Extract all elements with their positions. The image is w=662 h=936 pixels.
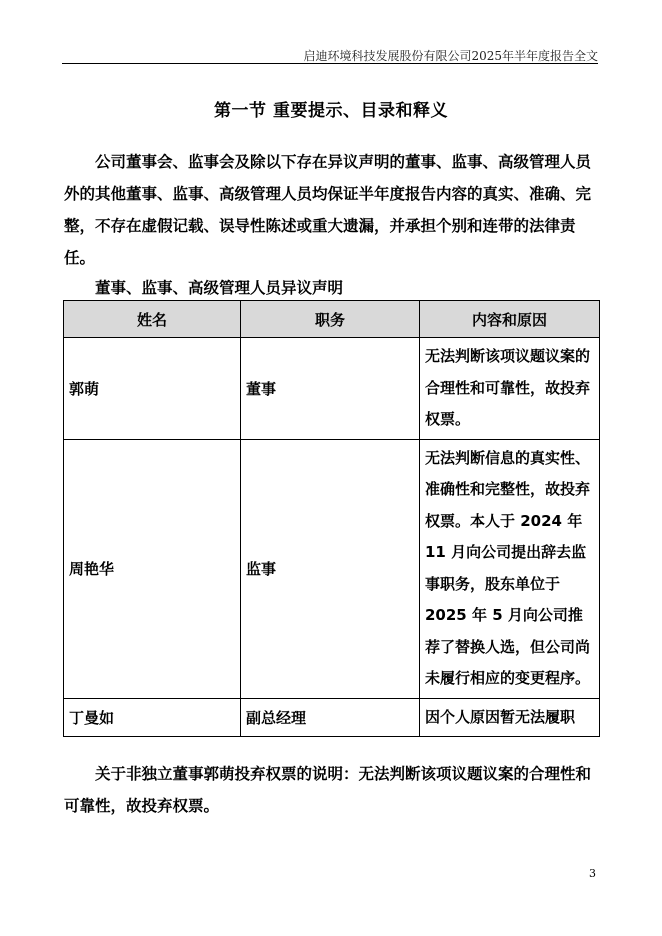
header-reason: 内容和原因 bbox=[420, 301, 600, 338]
running-header: 启迪环境科技发展股份有限公司2025年半年度报告全文 bbox=[303, 49, 598, 63]
intro-paragraph: 公司董事会、监事会及除以下存在异议声明的董事、监事、高级管理人员外的其他董事、监事、高级管理人员均保证半年度报告内容的真实、准确、完整，不存在虚假记载、误导性陈述或重大遗漏，并承担个别和连带的法律责任。 bbox=[64, 153, 592, 267]
header-rule bbox=[62, 63, 598, 64]
table-row bbox=[64, 439, 600, 698]
row-reason: 无法判断信息的真实性、准确性和完整性，故投弃权票。本人于 2024 年 11 月向公司提出辞去监事职务，股东单位于 2025 年 5 月向公司推荐了替换人选，但公司尚未履行相应的变更程序。 bbox=[420, 439, 600, 698]
row-name: 丁曼如 bbox=[64, 698, 241, 737]
header-name: 姓名 bbox=[64, 301, 241, 338]
table-header-row bbox=[64, 301, 600, 338]
page-number: 3 bbox=[589, 867, 596, 880]
row-name: 周艳华 bbox=[64, 439, 241, 698]
row-reason: 因个人原因暂无法履职 bbox=[420, 698, 600, 737]
table-row bbox=[64, 338, 600, 440]
section-title: 第一节 重要提示、目录和释义 bbox=[214, 101, 448, 121]
table-row bbox=[64, 698, 600, 737]
abstention-note: 关于非独立董事郭萌投弃权票的说明：无法判断该项议题议案的合理性和可靠性，故投弃权票。 bbox=[64, 765, 592, 815]
header-position: 职务 bbox=[241, 301, 420, 338]
table-caption: 董事、监事、高级管理人员异议声明 bbox=[95, 279, 344, 297]
row-position: 监事 bbox=[241, 439, 420, 698]
row-reason: 无法判断该项议题议案的合理性和可靠性，故投弃权票。 bbox=[420, 338, 600, 440]
dissent-table bbox=[63, 300, 600, 737]
row-position: 副总经理 bbox=[241, 698, 420, 737]
row-position: 董事 bbox=[241, 338, 420, 440]
row-name: 郭萌 bbox=[64, 338, 241, 440]
